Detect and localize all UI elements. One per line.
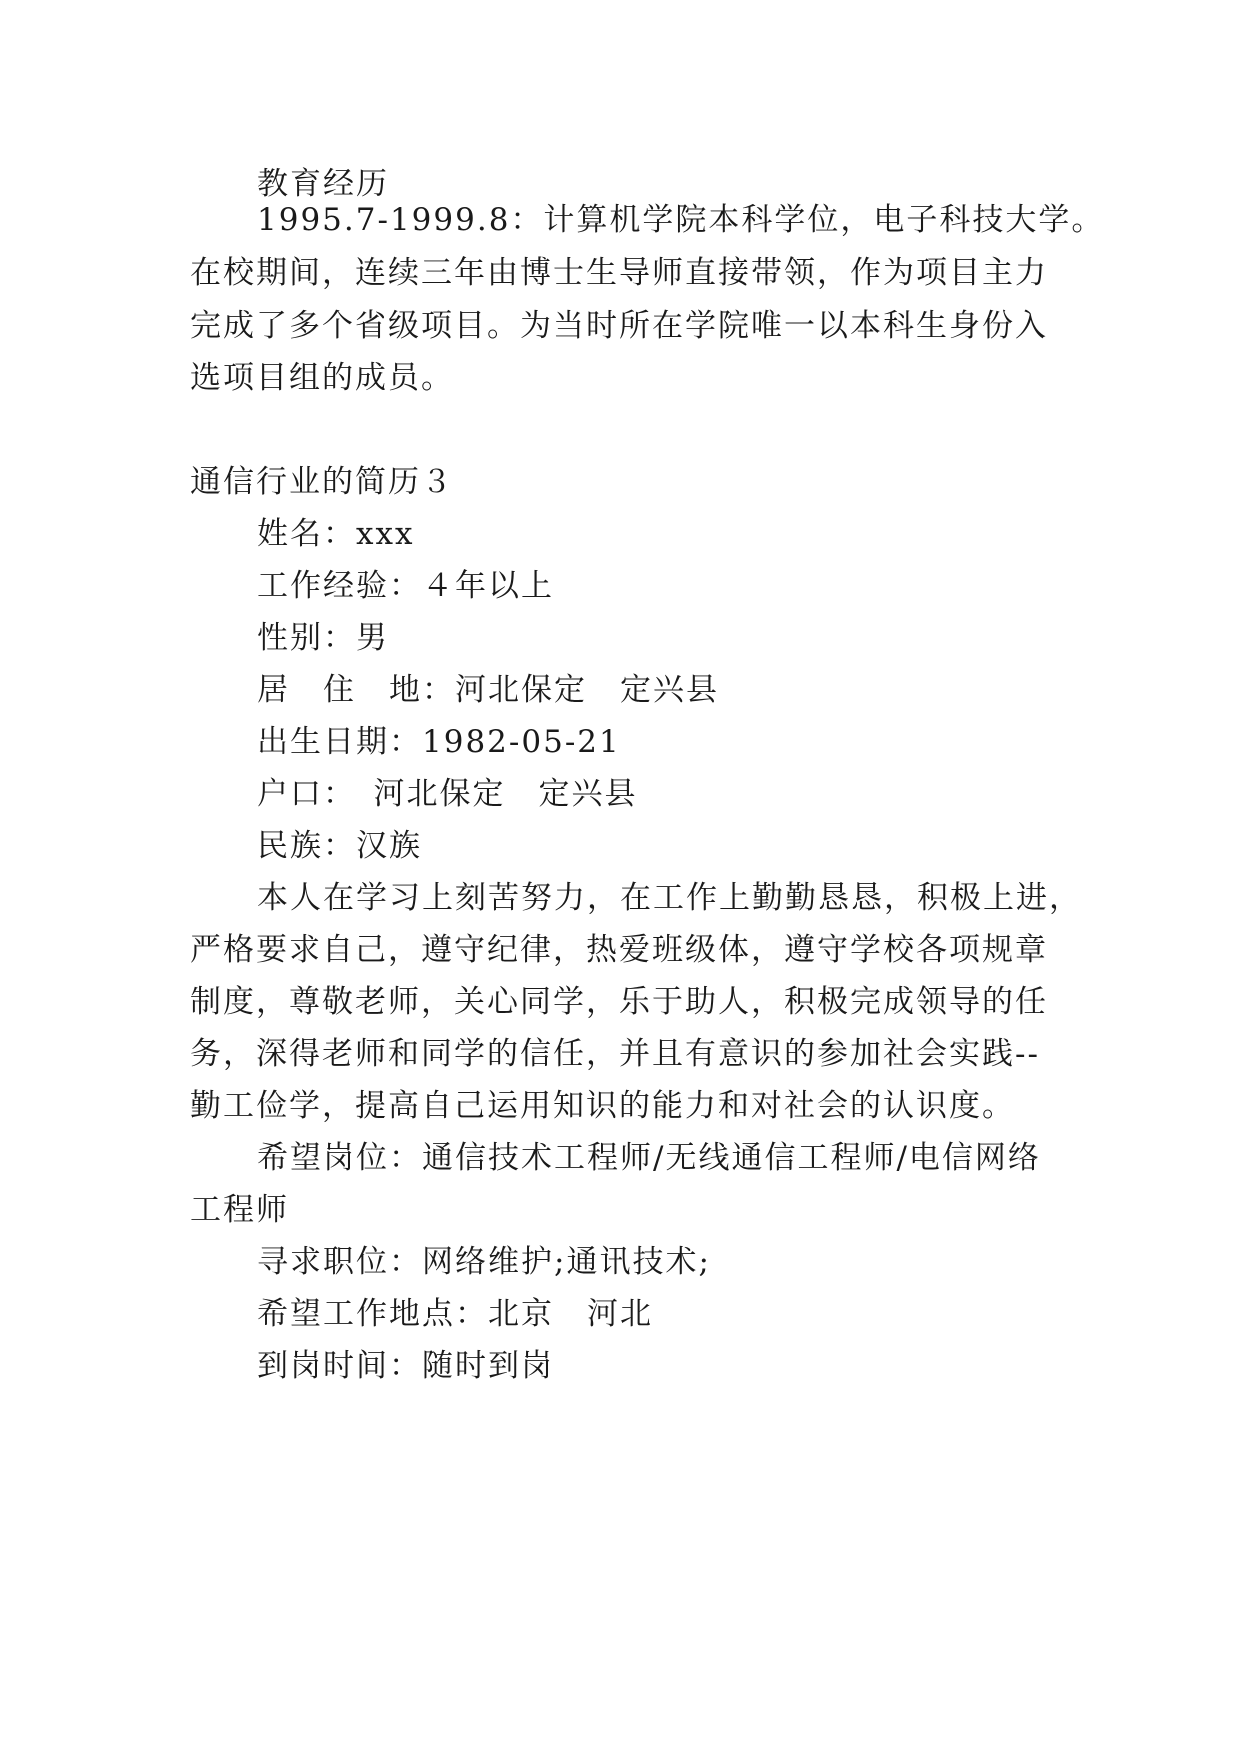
self-intro-line: 务，深得老师和同学的信任，并且有意识的参加社会实践-- — [190, 1036, 1040, 1072]
desired-position-line: 工程师 — [190, 1192, 289, 1228]
resume-title: 通信行业的简历３ — [190, 464, 454, 500]
work-location-field: 希望工作地点：北京 河北 — [257, 1296, 653, 1332]
birthdate-field: 出生日期：1982-05-21 — [257, 724, 621, 760]
ethnicity-field: 民族：汉族 — [257, 828, 422, 864]
gender-field: 性别：男 — [257, 620, 389, 656]
self-intro-line: 本人在学习上刻苦努力，在工作上勤勤恳恳，积极上进， — [257, 880, 1082, 916]
experience-field: 工作经验：４年以上 — [257, 568, 554, 604]
availability-field: 到岗时间：随时到岗 — [257, 1348, 554, 1384]
self-intro-line: 严格要求自己，遵守纪律，热爱班级体，遵守学校各项规章 — [190, 932, 1048, 968]
education-line: 完成了多个省级项目。为当时所在学院唯一以本科生身份入 — [190, 308, 1048, 344]
self-intro-line: 勤工俭学，提高自己运用知识的能力和对社会的认识度。 — [190, 1088, 1015, 1124]
education-line: 1995.7-1999.8：计算机学院本科学位，电子科技大学。 — [257, 202, 1105, 238]
desired-position-line: 希望岗位：通信技术工程师/无线通信工程师/电信网络 — [257, 1140, 1041, 1176]
education-heading: 教育经历 — [257, 166, 389, 202]
hukou-field: 户口： 河北保定 定兴县 — [257, 776, 638, 812]
education-line: 选项目组的成员。 — [190, 360, 454, 396]
residence-field: 居 住 地：河北保定 定兴县 — [257, 672, 719, 708]
self-intro-line: 制度，尊敬老师，关心同学，乐于助人，积极完成领导的任 — [190, 984, 1048, 1020]
name-field: 姓名：xxx — [257, 516, 415, 552]
seeking-position-field: 寻求职位：网络维护;通讯技术; — [257, 1244, 711, 1280]
education-line: 在校期间，连续三年由博士生导师直接带领，作为项目主力 — [190, 255, 1048, 291]
